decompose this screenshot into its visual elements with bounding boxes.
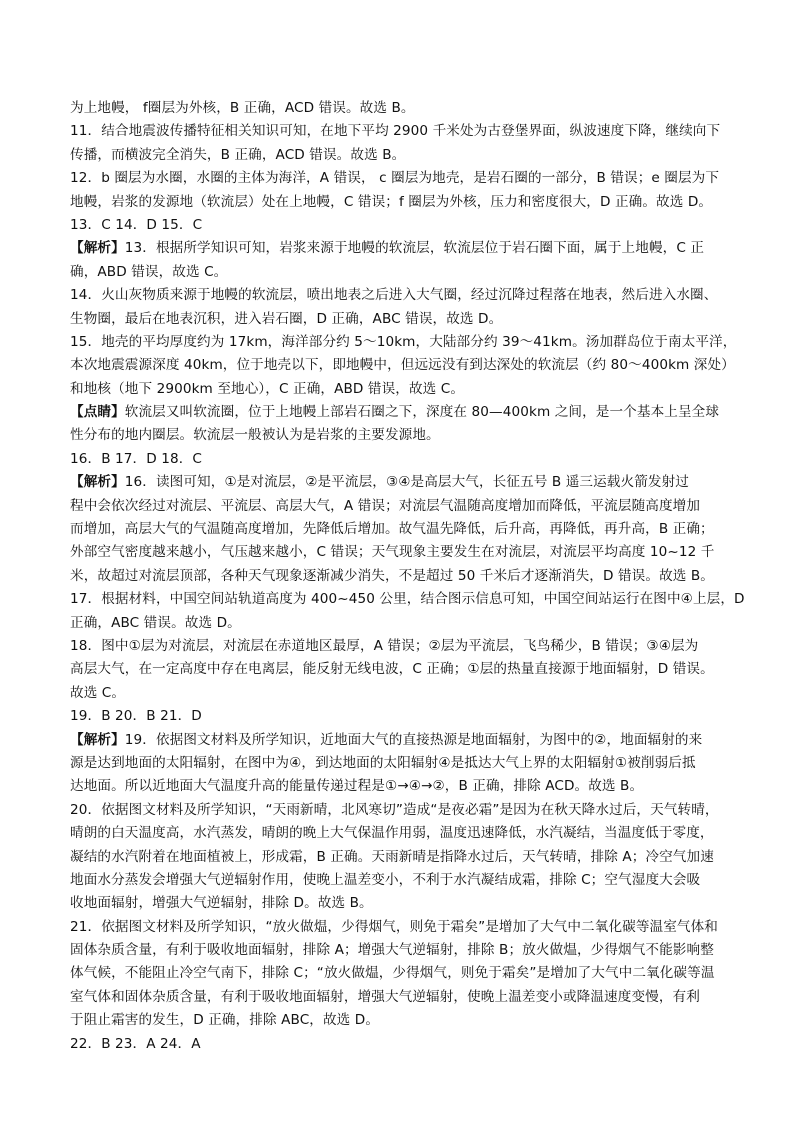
- text-line: 为上地幔， f圈层为外核，B 正确，ACD 错误。故选 B。: [70, 100, 415, 116]
- text-line: 11．结合地震波传播特征相关知识可知，在地下平均 2900 千米处为古登堡界面，纵波速度下降，继续向下: [70, 123, 721, 140]
- answer-key-line: 16．B 17．D 18．C: [70, 450, 203, 467]
- answer-key-line: 22．B 23．A 24．A: [70, 1035, 201, 1052]
- text-line: 收地面辐射，增强大气逆辐射，排除 D。故选 B。: [70, 895, 373, 912]
- analysis-line: 【解析】13．根据所学知识可知，岩浆来源于地幔的软流层，软流层位于岩石圈下面，属于上地幔，C 正: [70, 240, 705, 257]
- text-line: 17．根据材料，中国空间站轨道高度为 400~450 公里，结合图示信息可知，中国空间站运行在图中④上层，D: [70, 591, 745, 608]
- text-line: 体气候，不能阻止冷空气南下，排除 C；“放火做煴，少得烟气，则免于霜矣”是增加了大气中二氧化碳等温: [70, 965, 715, 982]
- section-marker: 【解析】: [70, 474, 125, 491]
- answer-key-line: 13．C 14．D 15．C: [70, 216, 203, 233]
- text-line: 地面水分蒸发会增强大气逆辐射作用，使晚上温差变小，不利于水汽凝结成霜，排除 C；空气湿度大会吸: [70, 871, 701, 888]
- text-line: 和地核（地下 2900km 至地心），C 正确，ABD 错误，故选 C。: [70, 380, 465, 397]
- text-line: 正确，ABC 错误。故选 D。: [70, 614, 241, 631]
- text-line: 12．b 圈层为水圈，水圈的主体为海洋，A 错误， c 圈层为地壳，是岩石圈的一部分，B 错误；e 圈层为下: [70, 170, 720, 187]
- text-line: 确，ABD 错误，故选 C。: [70, 263, 228, 280]
- section-marker: 【点睛】: [70, 404, 125, 421]
- section-marker: 【解析】: [70, 731, 125, 748]
- text-line: 地幔，岩浆的发源地（软流层）处在上地幔，C 错误；f 圈层为外核，压力和密度很大，D 正确。故选 D。: [70, 193, 713, 210]
- text-line: 固体杂质含量，有利于吸收地面辐射，排除 A；增强大气逆辐射，排除 B；放火做煴，少得烟气不能影响整: [70, 942, 714, 959]
- text-line: 晴朗的白天温度高，水汽蒸发，晴朗的晚上大气保温作用弱，温度迅速降低，水汽凝结，当温度低于零度，: [70, 825, 714, 842]
- text-line: 21．依据图文材料及所学知识，“放火做煴，少得烟气，则免于霜矣”是增加了大气中二氧化碳等温室气体和: [70, 918, 718, 935]
- text-line: 传播，而横波完全消失，B 正确，ACD 错误。故选 B。: [70, 146, 406, 163]
- text-line: 而增加，高层大气的气温随高度增加，先降低后增加。故气温先降低，后升高，再降低，再升高，B 正确；: [70, 521, 714, 538]
- text-line: 性分布的地内圈层。软流层一般被认为是岩浆的主要发源地。: [70, 427, 440, 444]
- text-line: 于阻止霜害的发生，D 正确，排除 ABC，故选 D。: [70, 1012, 380, 1029]
- text-line: 20．依据图文材料及所学知识，“天雨新晴，北风寒切”造成“是夜必霜”是因为在秋天降水过后，天气转晴，: [70, 801, 719, 818]
- answer-document: [70, 97, 750, 1056]
- answer-key-line: 19．B 20．B 21．D: [70, 708, 202, 725]
- text-line: 14．火山灰物质来源于地幔的软流层，喷出地表之后进入大气圈，经过沉降过程落在地表，然后进入水圈、: [70, 287, 718, 304]
- analysis-line: 【解析】19．依据图文材料及所学知识，近地面大气的直接热源是地面辐射，为图中的②，地面辐射的来: [70, 731, 703, 748]
- text-line: 15．地壳的平均厚度约为 17km，海洋部分约 5～10km，大陆部分约 39～41km。汤加群岛位于南太平洋，: [70, 333, 737, 350]
- text-line: 达地面。所以近地面大气温度升高的能量传递过程是①→④→②，B 正确，排除 ACD。故选 B。: [70, 778, 644, 795]
- tip-line: 【点睛】软流层又叫软流圈，位于上地幔上部岩石圈之下，深度在 80—400km 之间，是一个基本上呈全球: [70, 404, 720, 421]
- text-line: 源是达到地面的太阳辐射，在图中为④，到达地面的太阳辐射④是抵达大气上界的太阳辐射①被削弱后抵: [70, 754, 696, 771]
- text-line: 程中会依次经过对流层、平流层、高层大气，A 错误；对流层气温随高度增加而降低，平流层随高度增加: [70, 497, 701, 514]
- text-line: 高层大气，在一定高度中存在电离层，能反射无线电波，C 正确；①层的热量直接源于地面辐射，D 错误。: [70, 661, 714, 678]
- text-line: 18．图中①层为对流层，对流层在赤道地区最厚，A 错误；②层为平流层，飞鸟稀少，B 错误；③④层为: [70, 637, 699, 654]
- section-marker: 【解析】: [70, 240, 125, 257]
- text-line: 本次地震震源深度 40km，位于地壳以下，即地幔中，但远远没有到达深处的软流层（约 80～400km 深处）: [70, 357, 735, 374]
- text-line: 外部空气密度越来越小，气压越来越小，C 错误；天气现象主要发生在对流层，对流层平均高度 10~12 千: [70, 544, 715, 561]
- text-line: 室气体和固体杂质含量，有利于吸收地面辐射，增强大气逆辐射，使晚上温差变小或降温速度变慢，有利: [70, 988, 700, 1005]
- text-line: 凝结的水汽附着在地面植被上，形成霜，B 正确。天雨新晴是指降水过后，天气转晴，排除 A；冷空气加速: [70, 848, 714, 865]
- text-line: 故选 C。: [70, 684, 126, 701]
- text-line: 米，故超过对流层顶部，各种天气现象逐渐减少消失，不是超过 50 千米后才逐渐消失，D 错误。故选 B。: [70, 567, 715, 584]
- analysis-line: 【解析】16．读图可知，①是对流层，②是平流层，③④是高层大气，长征五号 B 遥三运载火箭发射过: [70, 474, 689, 491]
- text-line: 生物圈，最后在地表沉积，进入岩石圈，D 正确，ABC 错误，故选 D。: [70, 310, 503, 327]
